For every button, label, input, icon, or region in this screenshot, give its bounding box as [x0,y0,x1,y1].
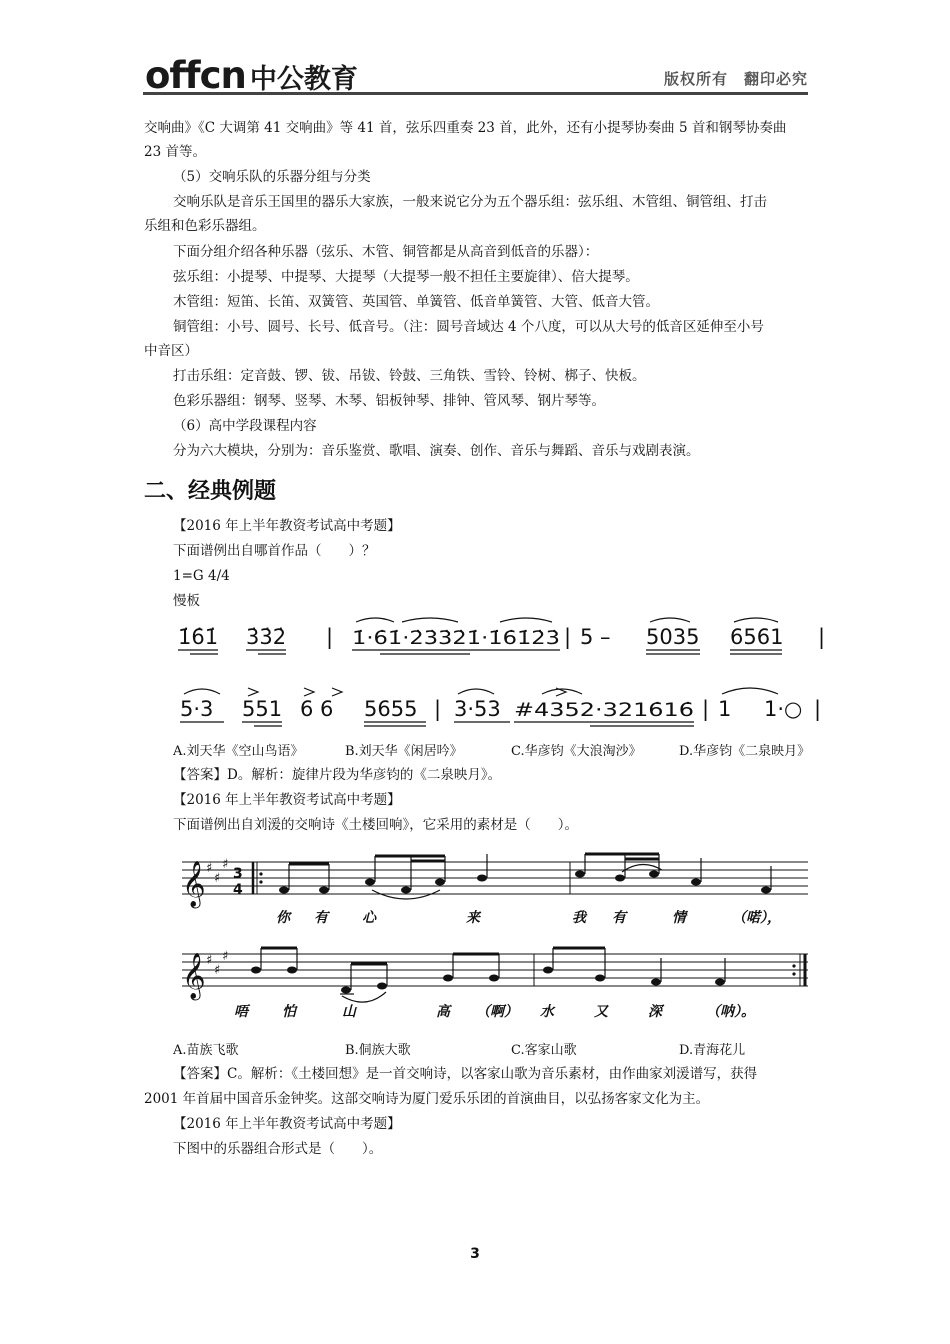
q1-source: 【2016 年上半年教资考试高中考题】 [173,518,401,534]
paragraph-line: 色彩乐器组：钢琴、竖琴、木琴、铝板钟琴、排钟、管风琴、钢片琴等。 [173,393,605,409]
jianpu-group: 1 [718,697,732,721]
q3-source: 【2016 年上半年教资考试高中考题】 [173,1116,401,1132]
barline: | [434,697,442,721]
logo-cn: 中公教育 [249,64,358,95]
q2-answer-line-1: 【答案】C。解析：《土楼回想》是一首交响诗，以客家山歌为音乐素材，由作曲家刘湲谱写，获得 [173,1066,758,1082]
svg-text:♯: ♯ [206,861,213,876]
svg-text:♯: ♯ [222,949,229,964]
lyric-char: 深 [648,1004,662,1020]
paragraph-line: 交响乐队是音乐王国里的器乐大家族，一般来说它分为五个器乐组：弦乐组、木管组、铜管组、打击 [173,194,767,210]
paragraph-line: 交响曲》《C 大调第 41 交响曲》等 41 首，弦乐四重奏 23 首，此外，还有小提琴协奏曲 5 首和钢琴协奏曲 [144,120,787,136]
header-divider [143,92,808,95]
lyric-char: 有 [612,910,626,926]
logo-latin: offcn [145,54,246,97]
svg-text:4: 4 [233,882,243,898]
q2-stem: 下面谱例出自刘湲的交响诗《土楼回响》，它采用的素材是（ ）。 [173,817,578,833]
lyric-char: 心 [362,910,376,926]
q1-options [173,740,823,760]
section-title: 二、经典例题 [144,479,277,504]
barline: | [818,625,826,649]
jianpu-group: 5655 [364,697,418,721]
paragraph-line: 铜管组：小号、圆号、长号、低音号。（注：圆号音域达 4 个八度，可以从大号的低音区延伸至小号 [173,319,764,335]
lyric-char: （喏）， [732,910,781,926]
lyric-char: 来 [466,910,480,926]
svg-text:𝄞: 𝄞 [182,953,206,999]
svg-text:♯: ♯ [214,963,221,978]
q1-tempo: 慢板 [173,593,200,609]
q2-options [173,1039,823,1059]
lyric-char: 水 [540,1004,554,1020]
q2-option-d[interactable]: D.青海花儿 [679,1043,746,1058]
jianpu-group: 1̇·6̇1̇·2̇3̇3̇2̇1̇·1̇6̇1̇2̇3̇ [352,627,560,649]
barline: | [564,625,572,649]
staff-score-row-1 [176,848,816,936]
paragraph-line: 木管组：短笛、长笛、双簧管、英国管、单簧管、低音单簧管、大管、低音大管。 [173,294,659,310]
jianpu-group: 1·○ [764,697,803,721]
svg-text:♯: ♯ [206,953,213,968]
jianpu-group: #4352·3216̇16̇ [514,699,694,721]
jianpu-group: 6 6 [300,697,334,721]
jianpu-group: 1̇6̇1̇ [178,625,219,649]
lyric-char: （啊） [476,1004,518,1020]
svg-text:♯: ♯ [214,871,221,886]
lyric-char: 怕 [282,1004,296,1020]
q1-option-b[interactable]: B.刘天华《闲居吟》 [345,744,463,759]
lyric-char: 情 [672,910,686,926]
q1-stem: 下面谱例出自哪首作品（ ）？ [173,543,376,559]
lyric-char: 你 [276,910,290,926]
q2-source: 【2016 年上半年教资考试高中考题】 [173,792,401,808]
lyric-char: 又 [594,1004,608,1020]
paragraph-line: 弦乐组：小提琴、中提琴、大提琴（大提琴一般不担任主要旋律）、倍大提琴。 [173,269,639,285]
q1-answer: 【答案】D。解析：旋律片段为华彦钧的《二泉映月》。 [173,767,502,783]
jianpu-group: 3̇3̇2̇ [246,625,287,649]
svg-text:3: 3 [233,866,243,882]
barline: | [814,697,822,721]
paragraph-line: 分为六大模块，分别为：音乐鉴赏、歌唱、演奏、创作、音乐与舞蹈、音乐与戏剧表演。 [173,443,700,459]
q2-option-a[interactable]: A.苗族飞歌 [173,1043,239,1058]
svg-text:♯: ♯ [222,857,229,872]
paragraph-line: 中音区） [144,343,198,359]
q3-stem: 下图中的乐器组合形式是（ ）。 [173,1141,383,1157]
lyric-char: 有 [314,910,328,926]
paragraph-line: 乐组和色彩乐器组。 [144,218,266,234]
q2-option-c[interactable]: C.客家山歌 [511,1043,577,1058]
barline: | [702,697,710,721]
lyric-char: 唔 [234,1004,248,1020]
jianpu-group: 551 [242,697,283,721]
jianpu-group: 3·53 [454,697,501,721]
page-number: 3 [470,1246,480,1262]
jianpu-group: 6561 [730,625,784,649]
copyright-notice: 版权所有 翻印必究 [663,70,808,88]
q2-answer-line-2: 2001 年首届中国音乐金钟奖。这部交响诗为厦门爱乐乐团的首演曲目，以弘扬客家文化为主。 [144,1091,710,1107]
jianpu-group: 5035 [646,625,700,649]
q2-option-b[interactable]: B.侗族大歌 [345,1043,411,1058]
svg-text:𝄞: 𝄞 [182,861,206,907]
paragraph-line: 打击乐组：定音鼓、锣、钹、吊钹、铃鼓、三角铁、雪铃、铃树、梆子、快板。 [173,368,646,384]
lyric-char: 高 [436,1004,450,1020]
offcn-logo [145,54,358,97]
q1-option-a[interactable]: A.刘天华《空山鸟语》 [173,744,304,759]
paragraph-line: （5）交响乐队的乐器分组与分类 [173,169,371,185]
lyric-char: 我 [572,910,586,926]
paragraph-line: 下面分组介绍各种乐器（弦乐、木管、铜管都是从高音到低音的乐器）： [173,244,599,260]
q1-option-d[interactable]: D.华彦钧《二泉映月》 [679,744,811,759]
q1-option-c[interactable]: C.华彦钧《大浪淘沙》 [511,744,642,759]
paragraph-line: 23 首等。 [144,144,206,160]
jianpu-group: 5 – [580,625,611,649]
jianpu-group: 5·3 [180,697,214,721]
staff-score-row-2 [176,940,816,1030]
barline: | [326,625,334,649]
jianpu-score-row-1 [170,610,850,666]
jianpu-score-row-2 [170,678,850,736]
q1-key: 1=G 4/4 [173,568,230,584]
page-header [143,50,808,96]
paragraph-line: （6）高中学段课程内容 [173,418,317,434]
lyric-char: （呐）。 [706,1004,755,1020]
lyric-char: 山 [342,1004,356,1020]
